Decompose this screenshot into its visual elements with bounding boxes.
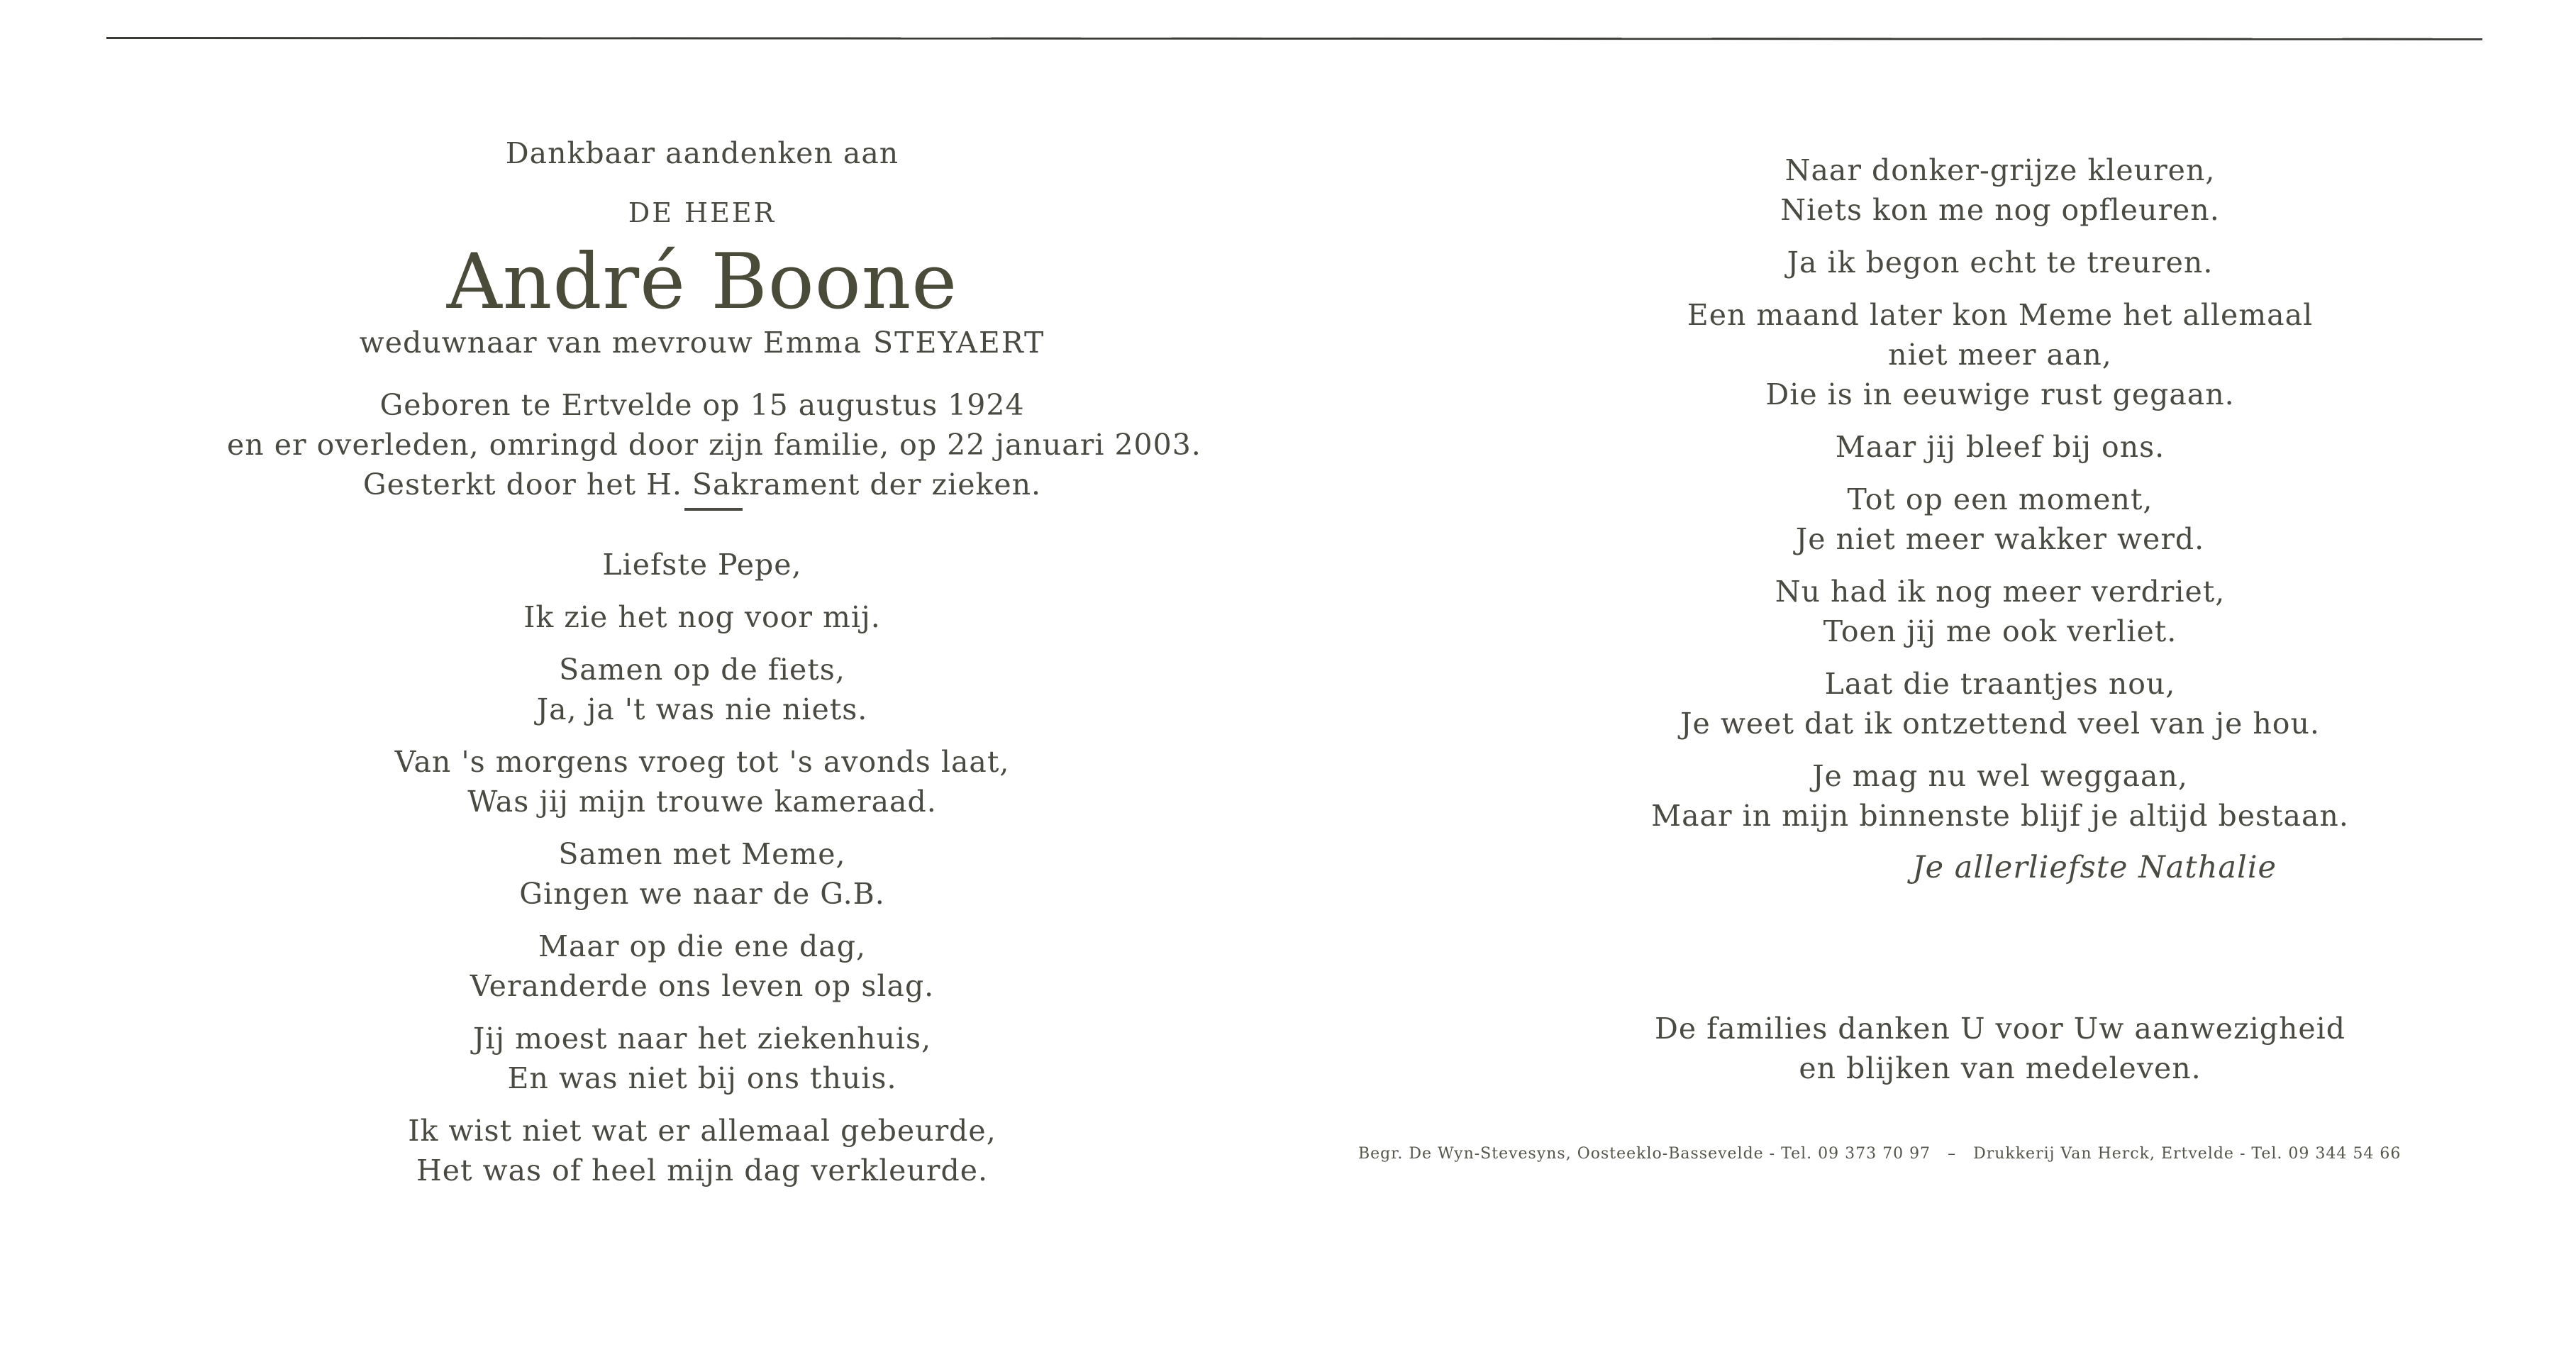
right-poem: [1511, 150, 2489, 848]
signature: Je allerliefste Nathalie: [1912, 850, 2277, 885]
widow-prefix: weduwnaar van mevrouw: [359, 326, 753, 360]
poem-line: Toen jij me ook verliet.: [1823, 614, 2177, 648]
left-poem: [227, 545, 1177, 1203]
poem-stanza: [1511, 243, 2489, 282]
poem-line: Samen met Meme,: [558, 837, 846, 871]
poem-stanza: [227, 742, 1177, 821]
poem-line: Ik zie het nog voor mij.: [523, 600, 881, 634]
printer-credit: Drukkerij Van Herck, Ertvelde - Tel. 09 344 54 66: [1973, 1145, 2402, 1163]
poem-line: Nu had ik nog meer verdriet,: [1775, 575, 2226, 609]
poem-stanza: [227, 650, 1177, 729]
poem-line: Van 's morgens vroeg tot 's avonds laat,: [394, 745, 1010, 779]
thanks-text: [1511, 1009, 2489, 1088]
poem-line: Een maand later kon Meme het allemaal: [1687, 298, 2314, 332]
poem-stanza: [227, 597, 1177, 637]
poem-stanza: [227, 926, 1177, 1006]
poem-stanza: [1511, 664, 2489, 743]
poem-line: Ik wist niet wat er allemaal gebeurde,: [408, 1114, 996, 1148]
poem-stanza: [227, 1111, 1177, 1190]
poem-stanza: [1511, 150, 2489, 230]
poem-line: Maar jij bleef bij ons.: [1835, 430, 2165, 464]
thanks-line: De families danken U voor Uw aanwezigheid: [1654, 1012, 2346, 1046]
poem-line: Ja, ja 't was nie niets.: [536, 692, 868, 726]
short-divider: [684, 508, 743, 511]
poem-line: Samen op de fiets,: [559, 653, 845, 687]
intro-text: Dankbaar aandenken aan: [505, 136, 899, 170]
poem-line: niet meer aan,: [1888, 338, 2112, 372]
poem-line: Liefste Pepe,: [602, 548, 802, 582]
poem-line: Was jij mijn trouwe kameraad.: [467, 785, 937, 819]
poem-line: Tot op een moment,: [1847, 482, 2153, 516]
poem-line: Naar donker-grijze kleuren,: [1784, 153, 2216, 187]
poem-stanza: [1511, 427, 2489, 467]
widow-line: [227, 323, 1177, 362]
bio-line: Geboren te Ertvelde op 15 augustus 1924: [379, 388, 1025, 422]
poem-stanza: [227, 834, 1177, 914]
poem-line: Niets kon me nog opfleuren.: [1780, 193, 2220, 227]
bio-line: Gesterkt door het H. Sakrament der zieken.: [362, 467, 1042, 502]
poem-stanza: [1511, 756, 2489, 836]
poem-stanza: [1511, 480, 2489, 559]
funeral-home-credit: Begr. De Wyn-Stevesyns, Oosteeklo-Bassevelde - Tel. 09 373 70 97: [1358, 1145, 1931, 1163]
poem-stanza: [227, 1019, 1177, 1098]
poem-line: Ja ik begon echt te treuren.: [1787, 245, 2214, 279]
poem-line: Maar op die ene dag,: [538, 929, 867, 963]
top-divider-line: [106, 37, 2482, 40]
poem-line: Je niet meer wakker werd.: [1795, 522, 2205, 556]
printer-credits: [1358, 1144, 2401, 1165]
poem-line: Die is in eeuwige rust gegaan.: [1765, 377, 2235, 411]
poem-line: Gingen we naar de G.B.: [519, 877, 885, 911]
title-de-heer: DE HEER: [628, 197, 777, 228]
poem-line: Laat die traantjes nou,: [1824, 667, 2176, 701]
poem-line: Maar in mijn binnenste blijf je altijd bestaan.: [1651, 799, 2349, 833]
footer-separator: –: [1948, 1145, 1957, 1163]
poem-line: Veranderde ons leven op slag.: [470, 969, 935, 1003]
thanks-line: en blijken van medeleven.: [1799, 1051, 2202, 1085]
poem-stanza: [227, 545, 1177, 585]
poem-line: En was niet bij ons thuis.: [507, 1061, 897, 1095]
bio-line: en er overleden, omringd door zijn familie, op 22 januari 2003.: [227, 428, 1201, 462]
poem-stanza: [1511, 295, 2489, 414]
poem-line: Je mag nu wel weggaan,: [1812, 759, 2188, 793]
poem-line: Het was of heel mijn dag verkleurde.: [416, 1153, 988, 1187]
biography: [227, 385, 1201, 504]
poem-line: Jij moest naar het ziekenhuis,: [472, 1022, 932, 1056]
deceased-name: André Boone: [446, 238, 958, 326]
poem-line: Je weet dat ik ontzettend veel van je hou.: [1680, 707, 2320, 741]
spouse-name: Emma STEYAERT: [762, 326, 1045, 360]
poem-stanza: [1511, 572, 2489, 651]
